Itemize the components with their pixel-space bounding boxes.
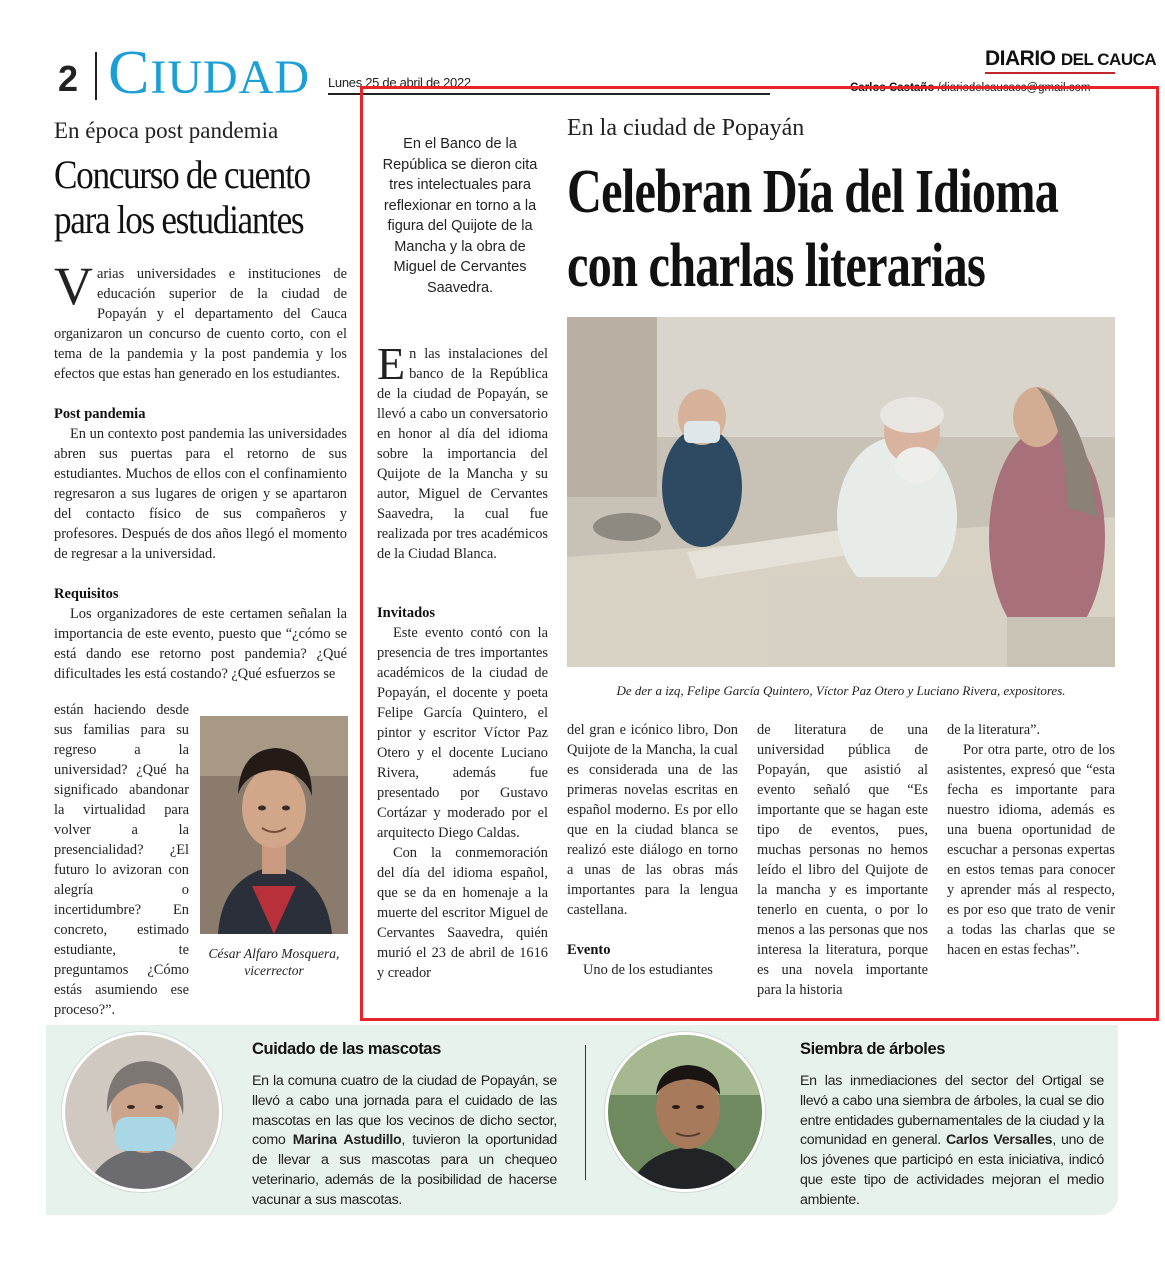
brand-word-rest: DEL CAUCA — [1060, 50, 1157, 69]
pets-brief-title: Cuidado de las mascotas — [252, 1040, 441, 1058]
main-article-lead-text: n las instalaciones del banco de la República de la ciudad de Popayán, se llevó a cabo un conversatorio en honor al día del idioma sobre la importancia del Quijote de la Mancha y su autor, Miguel de Cervantes Saavedra, la cual fue realizada por tres académicos de la Ciudad Blanca. — [377, 346, 548, 562]
left-article-headline — [54, 152, 318, 242]
main-article-headline — [567, 155, 1058, 303]
pets-name: Marina Astudillo — [292, 1132, 402, 1149]
pull-quote: En el Banco de la República se dieron cita tres intelectuales para reflexionar en torno a la figura del Quijote de la Mancha y la obra de Miguel de Cervantes Saavedra. — [382, 136, 538, 296]
marina-astudillo-photo — [62, 1032, 222, 1192]
newspaper-brand — [985, 47, 1156, 71]
conmemoracion-paragraph: Con la conmemoración del día del idioma español, que se da en homenaje a la muerte del escritor Miguel de Cervantes Saavedra, quién murió el 23 de abril de 1616 y creador — [377, 845, 548, 981]
column-3-paragraph: de literatura de una universidad pública de Popayán, que asistió al evento señaló que “Es importante que se hagan este tipo de eventos, pues, muchas personas no hemos leído el libro del Quijote de la mancha y es importante tenerlo en cuenta, o por lo menos a las personas que nos interesa la literatura, porque es una novela importante para la historia — [757, 722, 928, 998]
left-headline-line-2: para los estudiantes — [54, 197, 304, 242]
trees-brief-title: Siembra de árboles — [800, 1040, 946, 1058]
main-article-column-2 — [567, 720, 738, 980]
section-title-rest: IUDAD — [150, 51, 310, 104]
main-article-column-3 — [757, 720, 928, 1000]
trees-name: Carlos Versalles — [945, 1132, 1053, 1149]
brand-word-diario: DIARIO — [985, 47, 1056, 70]
main-headline-line-2: con charlas literarias — [567, 232, 985, 300]
column-4-paragraph-1: de la literatura”. — [947, 722, 1041, 738]
woman-portrait-illustration — [65, 1035, 222, 1192]
subhead-invitados: Invitados — [377, 605, 436, 621]
brand-underline — [985, 72, 1115, 74]
event-photo-illustration — [567, 317, 1115, 667]
main-article-column-1 — [377, 603, 548, 983]
left-article-kicker: En época post pandemia — [54, 118, 279, 143]
column-4-paragraph-2: Por otra parte, otro de los asistentes, expresó que “esta fecha es importante para nuestro idioma, además es una buena oportunidad de escuchar a personas expertas en estos temas para conocer y aprender más al respecto, es por eso que trato de venir a todas las charlas que se hacen en estas fechas”. — [947, 742, 1115, 958]
main-article-lead — [377, 338, 548, 564]
left-article-body — [54, 256, 347, 684]
main-article-column-4 — [947, 720, 1115, 960]
left-article-intro-text: arias universidades e instituciones de educación superior de la ciudad de Popayán y el departamento del Cauca organizaron un concurso de cuento corto, con el tema de la pandemia y la post pandemia y los efectos que estas han generado en los estudiantes. — [54, 266, 347, 382]
vicerrector-portrait — [200, 716, 348, 934]
portrait-illustration — [200, 716, 348, 934]
left-article-dropcap: V — [54, 256, 93, 316]
left-paragraph-2: Los organizadores de este certamen señalan la importancia de este evento, puesto que “¿cómo se está dando ese retorno post pandemia? ¿Qué dificultades les está costando? ¿Qué esfuerzos se — [54, 606, 347, 682]
main-headline-line-1: Celebran Día del Idioma — [567, 158, 1059, 226]
photo-caption: De der a izq, Felipe García Quintero, Víctor Paz Otero y Luciano Rivera, expositores. — [616, 683, 1066, 698]
carlos-versalles-photo — [605, 1032, 765, 1192]
column-2-paragraph: del gran e icónico libro, Don Quijote de la Mancha, la cual es considerada una de las primeras novelas escritas en español moderno. Es por ello que en la ciudad blanca se realizó este diálogo en torno a unas de las obras más importantes para la lengua castellana. — [567, 722, 738, 918]
portrait-caption-name: César Alfaro Mosquera, — [208, 946, 340, 961]
main-article-kicker: En la ciudad de Popayán — [567, 115, 805, 141]
evento-paragraph: Uno de los estudiantes — [583, 962, 713, 978]
portrait-caption-role: vicerrector — [244, 963, 304, 978]
left-article-continued: están haciendo desde sus familias para su regreso a la universidad? ¿Qué ha significado abandonar la virtualidad para volver a la presencialidad? ¿El futuro lo avizoran con alegría o incertidumbre? En concreto, estimado estudiante, te preguntamos ¿Cómo estás asumiendo ese proceso?”. — [54, 702, 189, 1018]
left-paragraph-1: En un contexto post pandemia las universidades abren sus puertas para el retorno de sus estudiantes. Muchos de ellos con el confinamiento regresaron a sus lugares de origen y se apartaron del contacto físico de sus compañeros y profesores. Después de dos años llegó el momento de regresar a la universidad. — [54, 426, 347, 562]
byline-name: Carlos Castaño — [850, 82, 935, 94]
portrait-caption — [196, 945, 352, 979]
invitados-paragraph: Este evento contó con la presencia de tres importantes académicos de la ciudad de Popayán, el docente y poeta Felipe García Quintero, el pintor y escritor Víctor Paz Otero y el docente Luciano Rivera, además fue presentado por Gustavo Cortázar y moderado por el arquitecto Diego Caldas. — [377, 625, 548, 841]
trees-text-before: En las inmediaciones del sector del Ortigal se llevó a cabo una siembra de árboles, la cual se dio entre entidades gubernamentales de la ciudad y la comunidad en general. — [800, 1073, 1104, 1149]
page-number: 2 — [58, 58, 79, 99]
left-article-intro — [54, 256, 347, 384]
section-title-initial: C — [108, 39, 151, 107]
event-photo — [567, 317, 1115, 667]
left-subhead-requisitos: Requisitos — [54, 586, 119, 602]
briefs-divider — [585, 1045, 586, 1180]
section-divider — [95, 52, 97, 100]
byline-email: /diariodelcaucacc@gmail.com — [937, 82, 1091, 94]
trees-text-after: , uno de los jóvenes que participó en esta iniciativa, indicó que este tipo de actividades mejoran el medio ambiente. — [800, 1132, 1104, 1208]
pets-brief-text — [252, 1072, 557, 1211]
issue-date: Lunes 25 de abril de 2022 — [328, 75, 471, 90]
trees-brief-text — [800, 1072, 1104, 1211]
section-title — [108, 39, 310, 107]
left-subhead-post-pandemia: Post pandemia — [54, 406, 146, 422]
left-headline-line-1: Concurso de cuento — [54, 152, 310, 197]
pets-text-before: En la comuna cuatro de la ciudad de Popayán, se llevó a cabo una jornada para el cuidado de las mascotas en las que los vecinos de dicho sector, como — [252, 1073, 557, 1149]
man-portrait-illustration — [608, 1035, 765, 1192]
subhead-evento: Evento — [567, 942, 611, 958]
pets-text-after: , tuvieron la oportunidad de llevar a sus mascotas para un chequeo veterinario, además de la posibilidad de hacerse vacunar a sus mascotas. — [252, 1132, 558, 1208]
main-article-dropcap: E — [377, 338, 406, 389]
